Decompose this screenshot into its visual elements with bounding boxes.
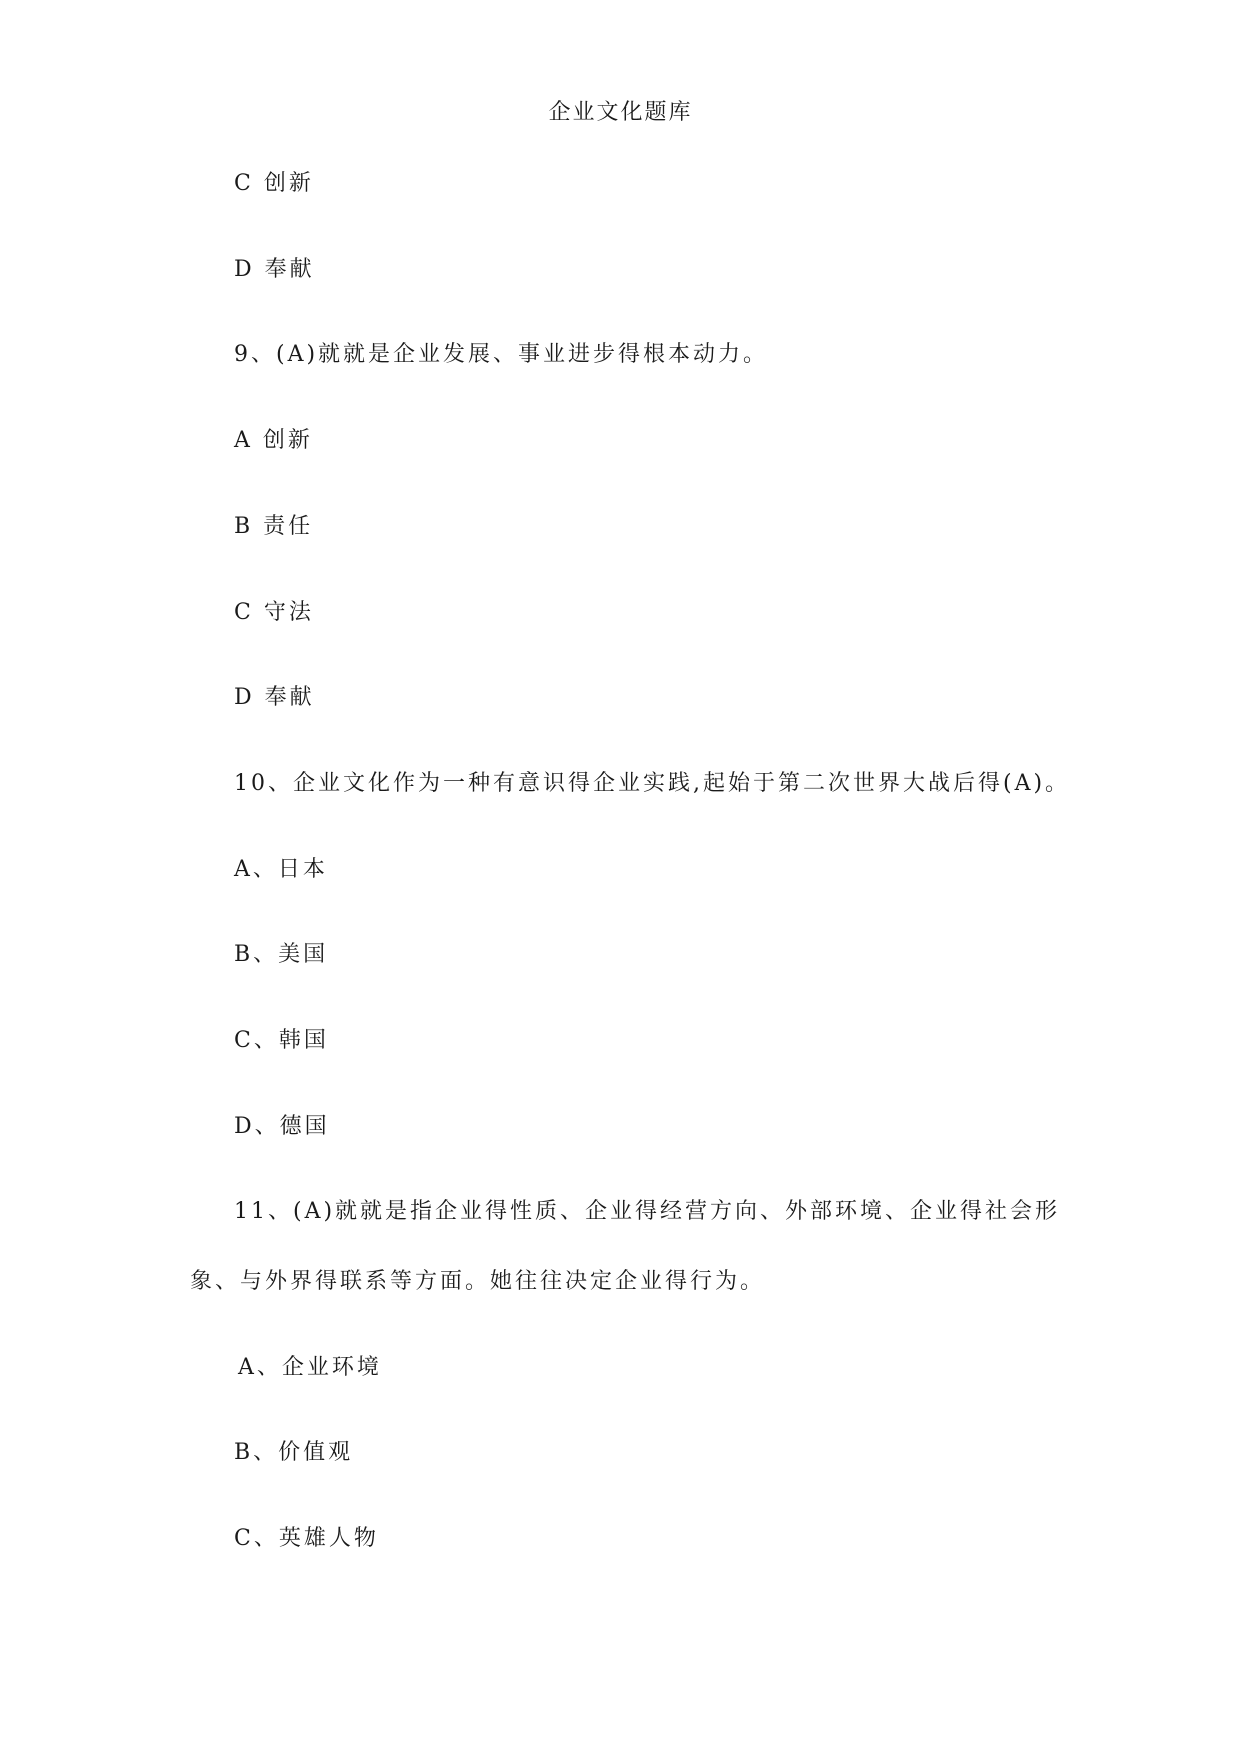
option-c-q10: C、韩国: [234, 1028, 329, 1053]
option-c-q9: C 守法: [234, 600, 314, 625]
option-c-q8: C 创新: [234, 171, 314, 196]
option-d-q10: D、德国: [234, 1114, 330, 1139]
option-a-q9: A 创新: [234, 428, 313, 453]
question-10: 10、企业文化作为一种有意识得企业实践,起始于第二次世界大战后得(A)。: [234, 771, 1071, 796]
option-a-q10: A、日本: [234, 857, 328, 882]
question-9: 9、(A)就就是企业发展、事业进步得根本动力。: [234, 342, 769, 367]
option-b-q9: B 责任: [234, 514, 314, 539]
question-11-continued: 象、与外界得联系等方面。她往往决定企业得行为。: [190, 1269, 766, 1294]
option-a-q11: A、企业环境: [238, 1355, 382, 1380]
question-11: 11、(A)就就是指企业得性质、企业得经营方向、外部环境、企业得社会形: [234, 1199, 1061, 1224]
option-d-q8: D 奉献: [234, 257, 315, 282]
option-b-q10: B、美国: [234, 942, 329, 967]
option-c-q11: C、英雄人物: [234, 1526, 379, 1551]
option-b-q11: B、价值观: [234, 1440, 354, 1465]
page-title: 企业文化题库: [548, 100, 693, 125]
option-d-q9: D 奉献: [234, 685, 315, 710]
